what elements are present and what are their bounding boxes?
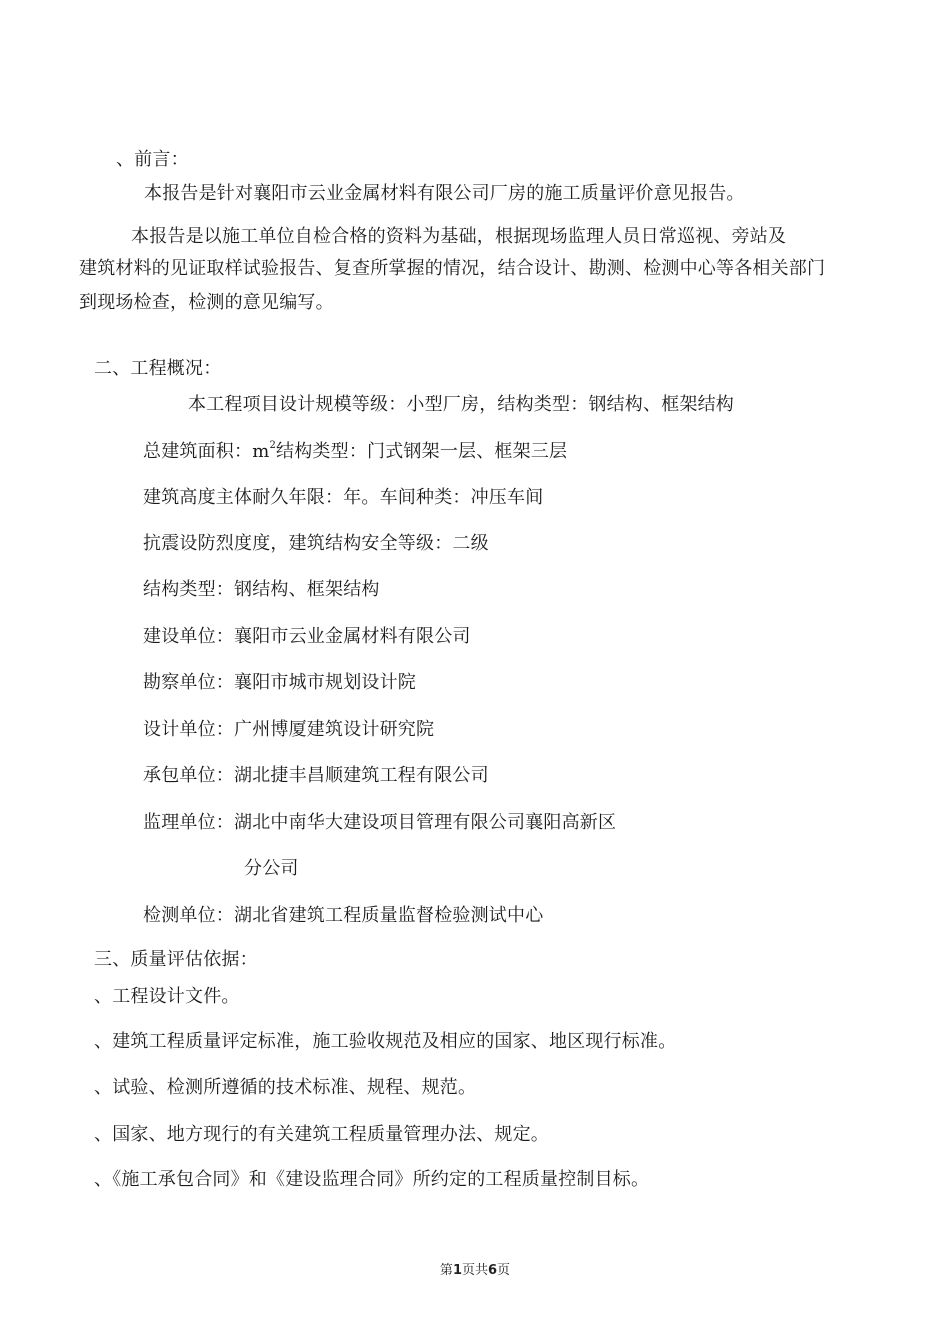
paragraph-basis-line-1: 本报告是以施工单位自检合格的资料为基础，根据现场监理人员日常巡视、旁站及: [131, 226, 787, 247]
supervisor-unit-continued: 分公司: [244, 858, 299, 879]
project-scale: 本工程项目设计规模等级：小型厂房，结构类型：钢结构、框架结构: [188, 394, 734, 415]
footer-prefix: 第: [439, 1263, 453, 1278]
section-heading-preface: 、前言：: [116, 149, 189, 170]
structure-type: 结构类型：钢结构、框架结构: [143, 579, 380, 600]
footer-total-pages: 6: [488, 1263, 498, 1278]
list-item: 、建筑工程质量评定标准，施工验收规范及相应的国家、地区现行标准。: [94, 1031, 677, 1052]
section-heading-overview: 二、工程概况：: [94, 358, 222, 379]
building-area-suffix: 结构类型：门式钢架一层、框架三层: [276, 441, 568, 462]
building-area: [143, 440, 567, 464]
list-item: 、《施工承包合同》和《建设监理合同》所约定的工程质量控制目标。: [94, 1169, 650, 1190]
list-item: 、国家、地方现行的有关建筑工程质量管理办法、规定。: [94, 1124, 549, 1145]
building-height: 建筑高度主体耐久年限：年。车间种类：冲压车间: [143, 487, 544, 508]
survey-unit: 勘察单位：襄阳市城市规划设计院: [143, 672, 416, 693]
seismic-grade: 抗震设防烈度度，建筑结构安全等级：二级: [143, 533, 489, 554]
owner-unit: 建设单位：襄阳市云业金属材料有限公司: [143, 626, 471, 647]
paragraph-intro: 本报告是针对襄阳市云业金属材料有限公司厂房的施工质量评价意见报告。: [144, 183, 745, 204]
building-area-prefix: 总建筑面积：m: [143, 441, 270, 462]
page-footer: [0, 1262, 950, 1280]
testing-unit: 检测单位：湖北省建筑工程质量监督检验测试中心: [143, 905, 544, 926]
list-item: 、试验、检测所遵循的技术标准、规程、规范。: [94, 1077, 477, 1098]
contractor-unit: 承包单位：湖北捷丰昌顺建筑工程有限公司: [143, 765, 489, 786]
building-area-sup: 2: [269, 440, 277, 451]
list-item: 、工程设计文件。: [94, 986, 240, 1007]
paragraph-basis-line-2: 建筑材料的见证取样试验报告、复查所掌握的情况，结合设计、勘测、检测中心等各相关部门: [79, 258, 826, 279]
footer-middle: 页共: [461, 1263, 488, 1278]
footer-suffix: 页: [497, 1263, 511, 1278]
supervisor-unit: 监理单位：湖北中南华大建设项目管理有限公司襄阳高新区: [143, 812, 617, 833]
footer-page-number: 1: [452, 1263, 462, 1278]
section-heading-basis: 三、质量评估依据：: [94, 949, 258, 970]
paragraph-basis-line-3: 到现场检查，检测的意见编写。: [79, 292, 334, 313]
design-unit: 设计单位：广州博厦建筑设计研究院: [143, 719, 435, 740]
